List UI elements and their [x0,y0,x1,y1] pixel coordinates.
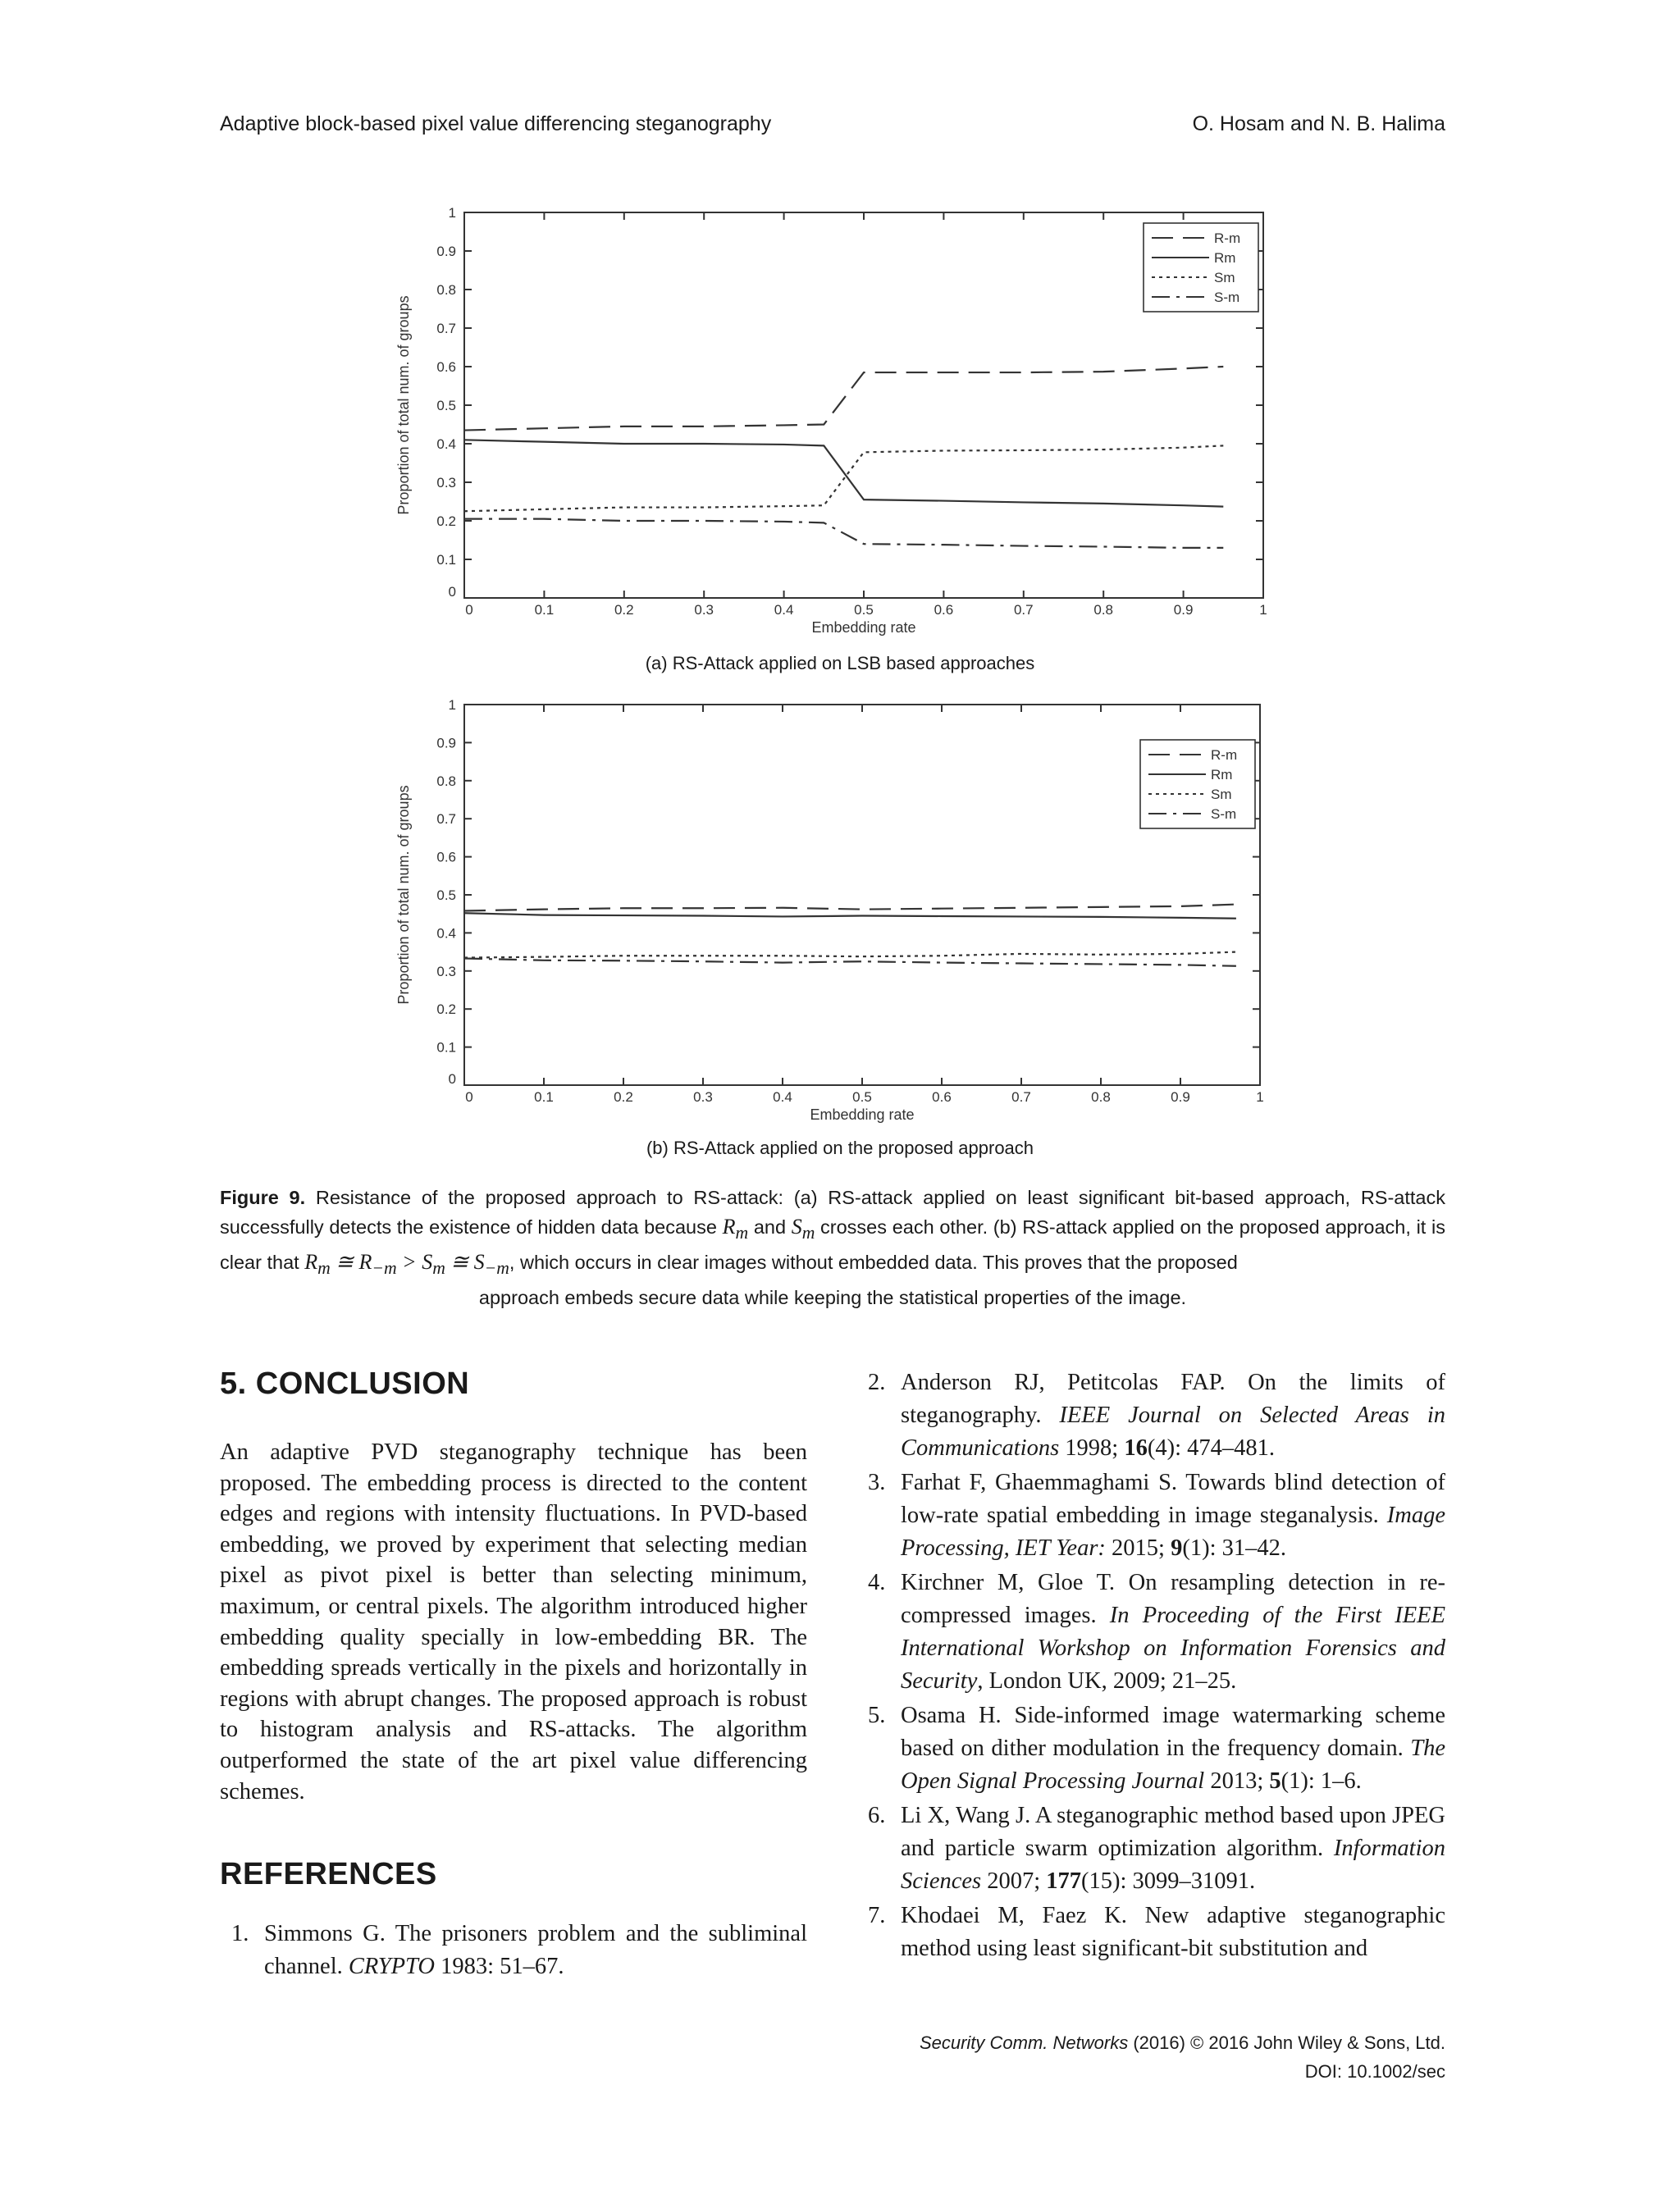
legend-label-R-m: R-m [1211,747,1238,763]
y-tick-label: 0.3 [436,475,456,490]
conclusion-heading: 5. CONCLUSION [220,1366,470,1401]
y-tick-label: 0.3 [436,963,456,979]
x-axis-label: Embedding rate [810,1106,915,1123]
chart-b-rs-attack-proposed [0,685,1680,1177]
running-head-authors: O. Hosam and N. B. Halima [1192,112,1445,135]
y-tick-label: 0 [448,584,456,600]
caption-relation: $R_m$ ≅ $R_{-m} > S_m$ ≅ $S_{-m}$ [304,1250,509,1279]
legend-box [1140,740,1255,828]
figure-label: Figure 9. [220,1187,306,1208]
reference-item: 3. Farhat F, Ghaemmaghami S. Towards blind detection of low-rate spatial embedding in image steganalysis. Image Processing, IET Year: 2015; 9(1): 31–42. [868,1470,1445,1561]
series-line-Sm [464,952,1236,958]
y-axis-label: Proportion of total num. of groups [395,785,412,1005]
legend-label-R-m: R-m [1214,230,1241,246]
y-tick-label: 0.1 [436,1039,456,1056]
reference-item: 7. Khodaei M, Faez K. New adaptive steganographic method using least significant-bit substitution and [868,1903,1445,1961]
y-tick-label: 1 [448,697,456,713]
series-line-R-m [464,367,1223,431]
reference-list-left [231,1918,807,1985]
x-tick-label: 0.2 [614,602,634,618]
y-tick-label: 0.6 [436,849,456,865]
reference-list-right [868,1366,1445,1967]
x-tick-label: 0.8 [1093,602,1114,618]
footer-journal: Security Comm. Networks (2016) © 2016 John Wiley & Sons, Ltd. [919,2032,1445,2053]
reference-item: 6. Li X, Wang J. A steganographic method based upon JPEG and particle swarm optimization algorithm. Information Sciences 2007; 177(15): 3099–31091. [868,1803,1445,1894]
series-line-S-m [464,958,1236,965]
y-tick-label: 0.8 [436,282,456,298]
series-line-R-m [464,905,1236,911]
legend-label-S-m: S-m [1214,290,1240,305]
y-tick-label: 0.7 [436,811,456,828]
conclusion-paragraph: An adaptive PVD steganography technique has been proposed. The embedding process is directed to the content edges and regions with intensity fluctuations. In PVD-based embedding, we proved by experiment that selecting median pixel as pivot pixel is better than selecting minimum, maximum, or central pixels. The algorithm introduced higher embedding quality specially in low-embedding BR. The embedding spreads vertically in the pixels and horizontally in regions with abrupt changes. The proposed approach is robust to histogram analysis and RS-attacks. The algorithm outperformed the state of the art pixel value differencing schemes. [220,1439,807,1804]
references-heading: REFERENCES [220,1857,437,1891]
x-tick-label: 0.7 [1011,1089,1031,1105]
chart-b-subcaption: (b) RS-Attack applied on the proposed approach [646,1138,1034,1158]
x-tick-label: 0.3 [693,1089,713,1105]
series-line-Sm [464,445,1223,511]
caption-part1: Resistance of the proposed approach to RS-attack: (a) RS-attack applied on least significant bit-based approach, RS-attack successfully detects the existence of hidden data because [220,1187,1445,1238]
x-tick-label: 0.5 [854,602,874,618]
x-tick-label: 0.7 [1013,602,1034,618]
x-tick-label: 0 [465,1089,473,1105]
x-tick-label: 1 [1259,602,1267,618]
y-tick-label: 0.5 [436,887,456,903]
reference-item: 2. Anderson RJ, Petitcolas FAP. On the limits of steganography. IEEE Journal on Selected Areas in Communications 1998; 16(4): 474–481. [868,1370,1445,1461]
caption-part2: crosses each other. (b) RS-attack applied on the proposed approach, it is clear that [220,1216,1445,1274]
x-tick-label: 0.1 [534,1089,554,1105]
x-tick-label: 0.9 [1173,602,1194,618]
x-tick-label: 0.6 [934,602,954,618]
caption-and: and [748,1216,792,1238]
footer-doi: DOI: 10.1002/sec [1304,2061,1445,2082]
x-tick-label: 0.8 [1091,1089,1111,1105]
caption-rm: $R_m$ [722,1215,749,1243]
legend-label-Sm: Sm [1211,787,1232,802]
x-axis-label: Embedding rate [811,619,916,636]
legend-box [1144,223,1258,312]
y-tick-label: 1 [448,205,456,221]
series-line-Rm [464,913,1236,918]
caption-sm: $S_m$ [791,1215,815,1243]
chart-a-subcaption: (a) RS-Attack applied on LSB based approaches [645,653,1035,673]
y-tick-label: 0.5 [436,398,456,413]
y-axis-label: Proportion of total num. of groups [395,295,412,515]
x-tick-label: 0 [465,602,473,618]
x-tick-label: 0.6 [932,1089,952,1105]
legend-label-Sm: Sm [1214,270,1235,285]
series-line-Rm [464,440,1223,506]
x-tick-label: 0.4 [773,1089,792,1105]
caption-part3: , which occurs in clear images without embedded data. This proves that the proposed [509,1252,1238,1274]
y-tick-label: 0.2 [436,513,456,529]
x-tick-label: 0.5 [852,1089,872,1105]
x-tick-label: 0.1 [534,602,555,618]
y-tick-label: 0.8 [436,773,456,789]
y-tick-label: 0.4 [436,436,456,452]
x-tick-label: 0.3 [694,602,714,618]
x-tick-label: 1 [1256,1089,1264,1105]
y-tick-label: 0.6 [436,359,456,375]
y-tick-label: 0.9 [436,244,456,259]
legend-label-S-m: S-m [1211,806,1237,822]
chart-a-rs-attack-lsb [0,189,1680,681]
x-tick-label: 0.4 [774,602,794,618]
reference-item: 5. Osama H. Side-informed image watermarking scheme based on dither modulation in the frequency domain. The Open Signal Processing Journal 2013; 5(1): 1–6. [868,1703,1445,1794]
figure-caption [220,1183,1445,1312]
caption-last-line: approach embeds secure data while keeping the statistical properties of the image. [478,1287,1187,1309]
y-tick-label: 0.4 [436,925,456,942]
y-tick-label: 0.1 [436,552,456,568]
legend-label-Rm: Rm [1214,250,1236,266]
running-head-title: Adaptive block-based pixel value differencing steganography [220,112,772,135]
y-tick-label: 0.9 [436,735,456,751]
series-line-S-m [464,519,1223,548]
y-tick-label: 0.2 [436,1001,456,1018]
y-tick-label: 0 [448,1071,456,1087]
y-tick-label: 0.7 [436,321,456,336]
legend-label-Rm: Rm [1211,767,1233,782]
x-tick-label: 0.2 [614,1089,633,1105]
reference-item: 1. Simmons G. The prisoners problem and the subliminal channel. CRYPTO 1983: 51–67. [231,1921,807,1979]
reference-item: 4. Kirchner M, Gloe T. On resampling detection in re-compressed images. In Proceeding of the First IEEE International Workshop on Information Forensics and Security, London UK, 2009; 21–25. [868,1570,1445,1694]
x-tick-label: 0.9 [1171,1089,1190,1105]
